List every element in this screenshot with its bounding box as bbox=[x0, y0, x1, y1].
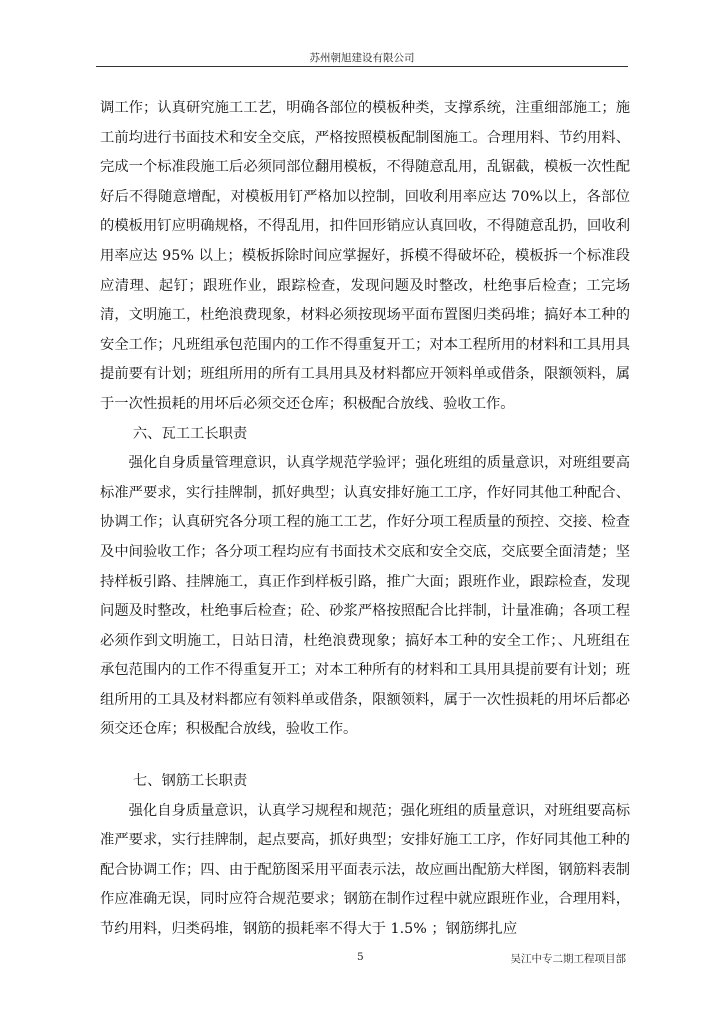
document-body bbox=[100, 94, 630, 945]
paragraph-formwork-duties-continued: 调工作；认真研究施工工艺，明确各部位的模板种类，支撑系统，注重细部施工；施工前均进行书面技术和安全交底，严格按照模板配制图施工。合理用料、节约用料、完成一个标准段施工后必须同部位翻用模板，不得随意乱用，乱锯截，模板一次性配好后不得随意增配，对模板用钉严格加以控制，回收利用率应达 70%以上，各部位的模板用钉应明确规格，不得乱用，扣件回形销应认真回收，不得随意乱扔，回收利用率应达 95% 以上；模板拆除时间应掌握好，拆模不得破坏砼，模板拆一个标准段应清理、起钉；跟班作业，跟踪检查，发现问题及时整改，杜绝事后检查；工完场清，文明施工，杜绝浪费现象，材料必须按现场平面布置图归类码堆；搞好本工种的安全工作；凡班组承包范围内的工作不得重复开工；对本工程所用的材料和工具用具提前要有计划；班组所用的所有工具用具及材料都应开领料单或借条，限额领料，属于一次性损耗的用坏后必须交还仓库；积极配合放线、验收工作。 bbox=[100, 100, 630, 412]
paragraph-rebar-foreman-duties: 强化自身质量意识，认真学习规程和规范；强化班组的质量意识，对班组要高标准严要求，实行挂牌制，起点要高，抓好典型；安排好施工工序，作好同其他工种的配合协调工作；四、由于配筋图采用平面表示法，故应画出配筋大样图，钢筋料表制作应准确无误，同时应符合规范要求；钢筋在制作过程中就应跟班作业，合理用料，节约用料，归类码堆，钢筋的损耗率不得大于 1.5% ；钢筋绑扎应 bbox=[100, 802, 630, 938]
page-header-company: 苏州朝旭建设有限公司 bbox=[309, 52, 415, 64]
page-number: 5 bbox=[357, 951, 364, 963]
footer-project-name: 吴江中专二期工程项目部 bbox=[510, 953, 626, 965]
paragraph-mason-foreman-duties: 强化自身质量管理意识，认真学规范学验评；强化班组的质量意识，对班组要高标准严要求，实行挂牌制，抓好典型；认真安排好施工工序，作好同其他工种配合、协调工作；认真研究各分项工程的施工工艺，作好分项工程质量的预控、交接、检查及中间验收工作；各分项工程均应有书面技术交底和安全交底，交底要全面清楚；坚持样板引路、挂牌施工，真正作到样板引路，推广大面；跟班作业，跟踪检查，发现问题及时整改，杜绝事后检查；砼、砂浆严格按照配合比拌制，计量准确；各项工程必须作到文明施工，日站日清，杜绝浪费现象；搞好本工种的安全工作；、凡班组在承包范围内的工作不得重复开工；对本工种所有的材料和工具用具提前要有计划；班组所用的工具及材料都应有领料单或借条，限额领料，属于一次性损耗的用坏后都必须交还仓库；积极配合放线，验收工作。 bbox=[100, 455, 630, 738]
header-divider bbox=[96, 66, 628, 67]
section-heading-rebar-foreman: 七、钢筋工长职责 bbox=[132, 773, 248, 790]
section-gap bbox=[100, 745, 630, 767]
section-heading-mason-foreman: 六、瓦工工长职责 bbox=[132, 425, 248, 442]
